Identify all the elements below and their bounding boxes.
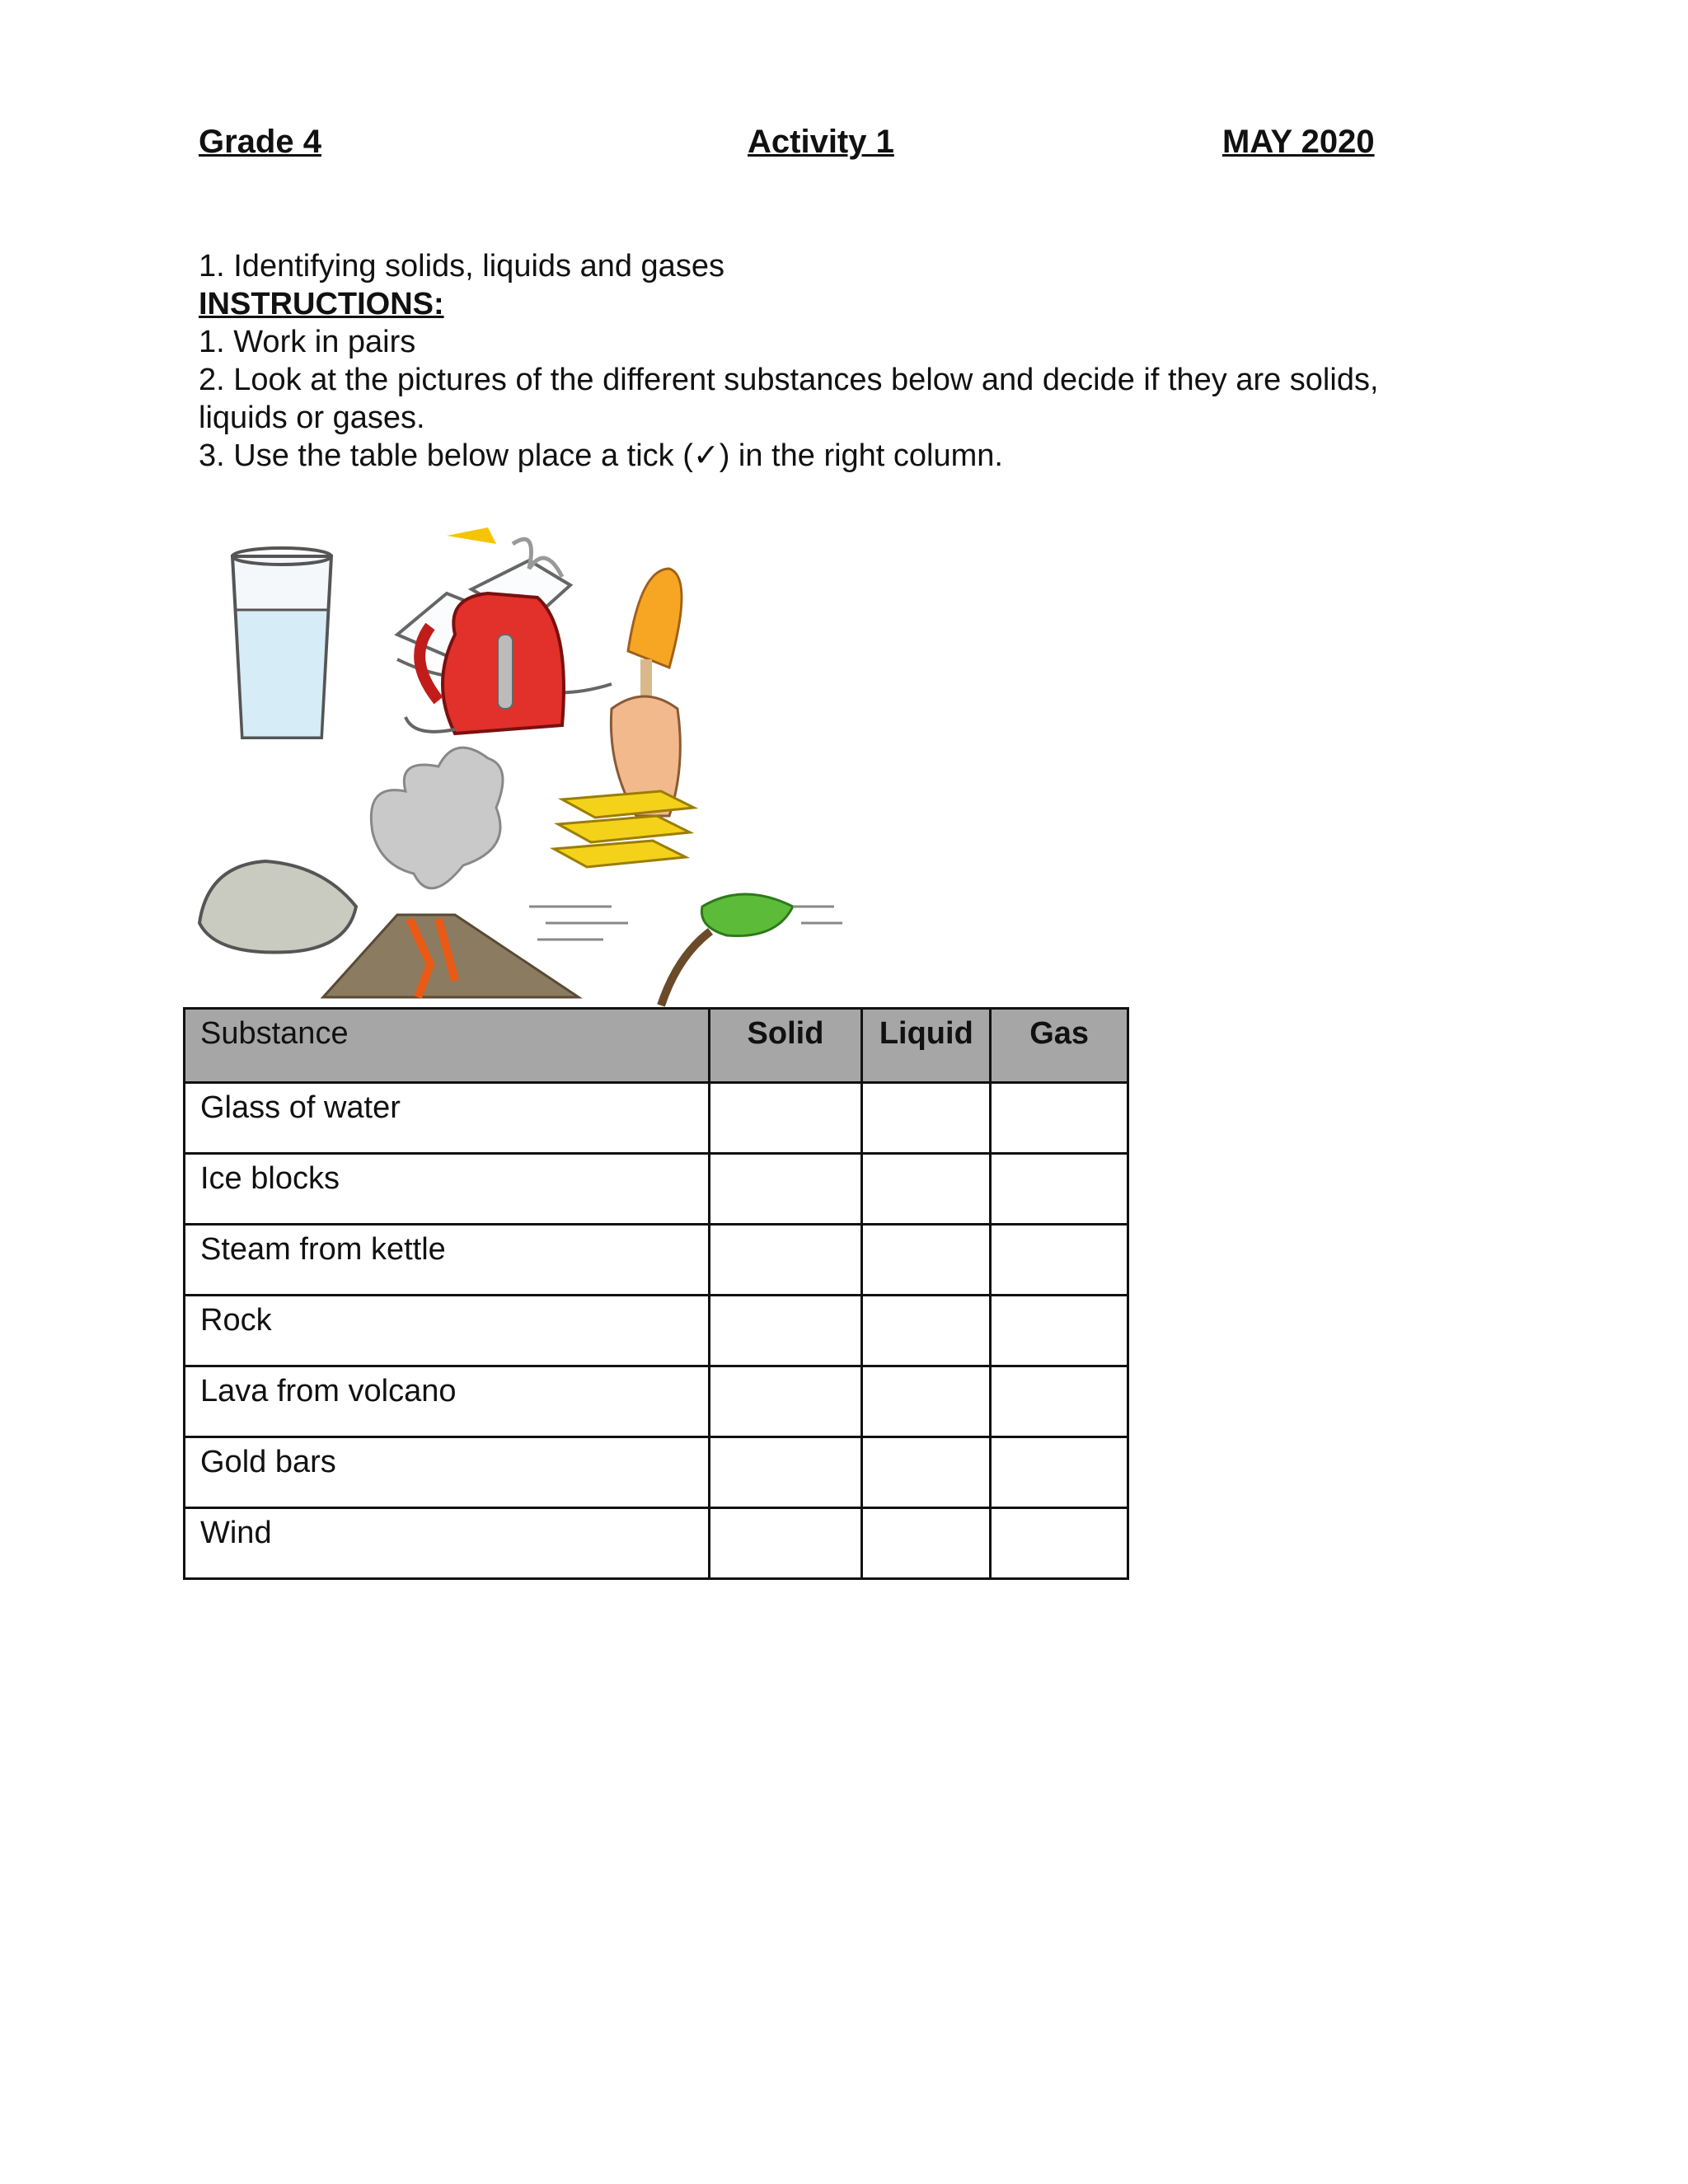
solid-tick-cell[interactable] xyxy=(709,1437,862,1508)
header-gas: Gas xyxy=(991,1009,1128,1083)
grade-heading: Grade 4 xyxy=(199,124,321,160)
gas-tick-cell[interactable] xyxy=(991,1437,1128,1508)
gas-tick-cell[interactable] xyxy=(991,1083,1128,1154)
solid-tick-cell[interactable] xyxy=(709,1508,862,1579)
substance-cell: Wind xyxy=(185,1508,710,1579)
solid-tick-cell[interactable] xyxy=(709,1366,862,1437)
substance-cell: Steam from kettle xyxy=(185,1225,710,1296)
table-row xyxy=(185,1154,1128,1225)
date-heading: MAY 2020 xyxy=(1222,124,1375,160)
wind-tree-image xyxy=(529,894,842,1005)
table-row xyxy=(185,1508,1128,1579)
solid-tick-cell[interactable] xyxy=(709,1083,862,1154)
substance-cell: Lava from volcano xyxy=(185,1366,710,1437)
table-header-row xyxy=(185,1009,1128,1083)
substance-cell: Ice blocks xyxy=(185,1154,710,1225)
gas-tick-cell[interactable] xyxy=(991,1366,1128,1437)
ice-lolly-image xyxy=(611,569,682,816)
gas-tick-cell[interactable] xyxy=(991,1508,1128,1579)
liquid-tick-cell[interactable] xyxy=(862,1437,991,1508)
header-substance: Substance xyxy=(185,1009,710,1083)
solid-tick-cell[interactable] xyxy=(709,1154,862,1225)
header-liquid: Liquid xyxy=(862,1009,991,1083)
kettle-image xyxy=(406,527,564,733)
liquid-tick-cell[interactable] xyxy=(862,1296,991,1366)
instruction-2-cont: liquids or gases. xyxy=(199,401,425,435)
liquid-tick-cell[interactable] xyxy=(862,1366,991,1437)
instruction-1: 1. Work in pairs xyxy=(199,325,416,359)
volcano-image xyxy=(323,748,579,997)
rock-image xyxy=(199,861,356,953)
instruction-3: 3. Use the table below place a tick (✓) in the right column. xyxy=(199,438,1003,473)
header-solid: Solid xyxy=(709,1009,862,1083)
substance-cell: Rock xyxy=(185,1296,710,1366)
substance-cell: Glass of water xyxy=(185,1083,710,1154)
glass-of-water-image xyxy=(232,548,331,738)
liquid-tick-cell[interactable] xyxy=(862,1154,991,1225)
substances-table xyxy=(183,1007,1129,1580)
substance-cell: Gold bars xyxy=(185,1437,710,1508)
instruction-2: 2. Look at the pictures of the different substances below and decide if they are solids, xyxy=(199,363,1379,397)
table-row xyxy=(185,1366,1128,1437)
liquid-tick-cell[interactable] xyxy=(862,1225,991,1296)
activity-heading: Activity 1 xyxy=(748,124,894,160)
liquid-tick-cell[interactable] xyxy=(862,1508,991,1579)
instructions-heading: INSTRUCTIONS: xyxy=(199,287,444,321)
table-row xyxy=(185,1225,1128,1296)
solid-tick-cell[interactable] xyxy=(709,1296,862,1366)
table-row xyxy=(185,1437,1128,1508)
solid-tick-cell[interactable] xyxy=(709,1225,862,1296)
gas-tick-cell[interactable] xyxy=(991,1225,1128,1296)
table-row xyxy=(185,1083,1128,1154)
substances-illustration xyxy=(183,519,1040,1010)
table-row xyxy=(185,1296,1128,1366)
gas-tick-cell[interactable] xyxy=(991,1154,1128,1225)
liquid-tick-cell[interactable] xyxy=(862,1083,991,1154)
question-title: 1. Identifying solids, liquids and gases xyxy=(199,249,724,284)
gas-tick-cell[interactable] xyxy=(991,1296,1128,1366)
gold-bars-image xyxy=(554,791,694,867)
